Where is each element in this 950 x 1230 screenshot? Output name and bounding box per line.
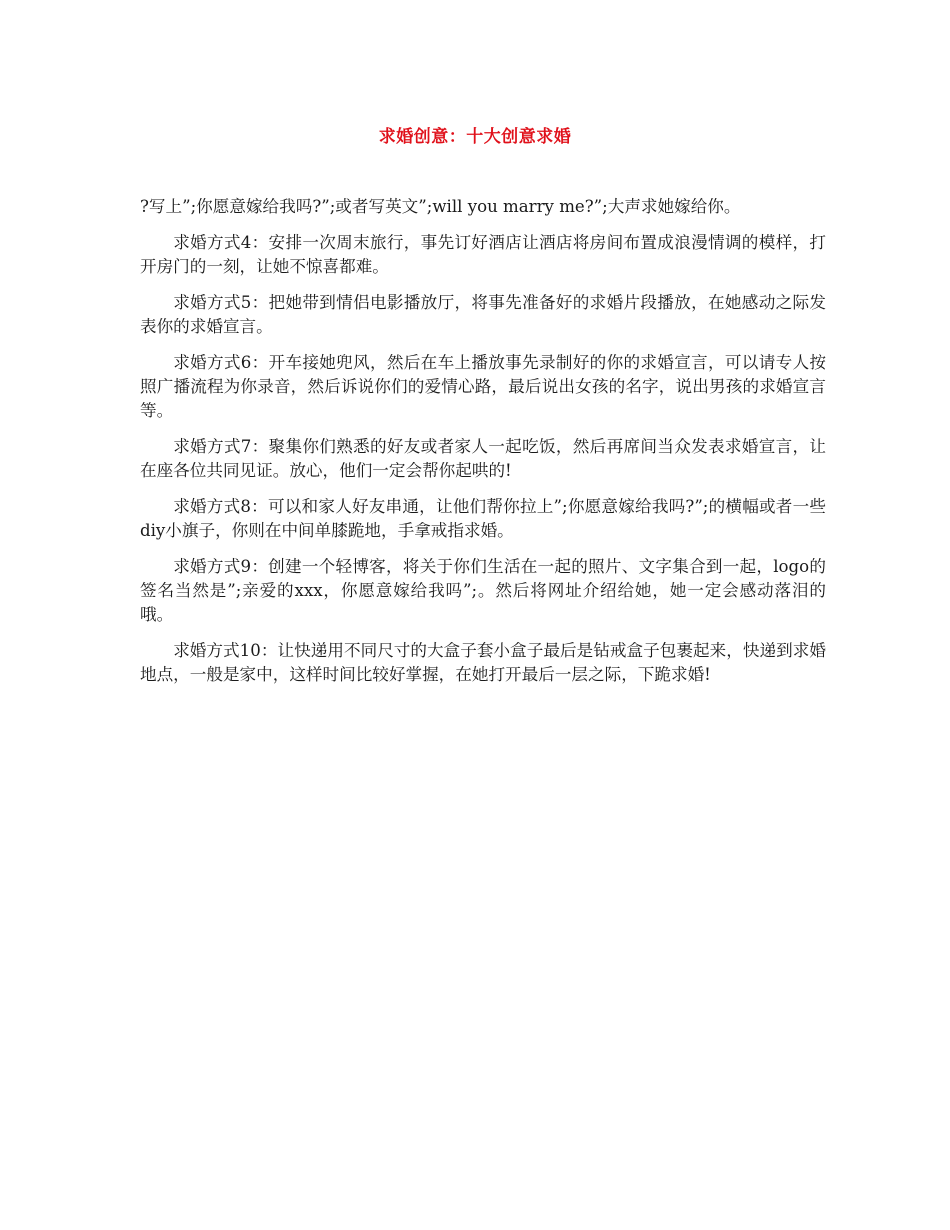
paragraph-method-7: 求婚方式7：聚集你们熟悉的好友或者家人一起吃饭，然后再席间当众发表求婚宣言，让在座各位共同见证。放心，他们一定会帮你起哄的! xyxy=(140,437,826,480)
page-title: 求婚创意：十大创意求婚 xyxy=(378,127,572,147)
document-body xyxy=(140,195,826,699)
paragraph-method-9: 求婚方式9：创建一个轻博客，将关于你们生活在一起的照片、文字集合到一起，logo的签名当然是”;亲爱的xxx，你愿意嫁给我吗”;。然后将网址介绍给她，她一定会感动落泪的哦。 xyxy=(140,557,826,624)
paragraph-method-8: 求婚方式8：可以和家人好友串通，让他们帮你拉上”;你愿意嫁给我吗?”;的横幅或者一些diy小旗子，你则在中间单膝跪地，手拿戒指求婚。 xyxy=(140,497,826,540)
paragraph-method-5: 求婚方式5：把她带到情侣电影播放厅，将事先准备好的求婚片段播放，在她感动之际发表你的求婚宣言。 xyxy=(140,293,826,336)
paragraph-method-10: 求婚方式10：让快递用不同尺寸的大盒子套小盒子最后是钻戒盒子包裹起来，快递到求婚地点，一般是家中，这样时间比较好掌握，在她打开最后一层之际，下跪求婚! xyxy=(140,641,826,684)
paragraph-method-6: 求婚方式6：开车接她兜风，然后在车上播放事先录制好的你的求婚宣言，可以请专人按照广播流程为你录音，然后诉说你们的爱情心路，最后说出女孩的名字，说出男孩的求婚宣言等。 xyxy=(140,353,826,420)
paragraph-continuation: ?写上”;你愿意嫁给我吗?”;或者写英文”;will you marry me?”;大声求她嫁给你。 xyxy=(140,197,741,216)
paragraph-method-4: 求婚方式4：安排一次周末旅行，事先订好酒店让酒店将房间布置成浪漫情调的模样，打开房门的一刻，让她不惊喜都难。 xyxy=(140,233,826,276)
